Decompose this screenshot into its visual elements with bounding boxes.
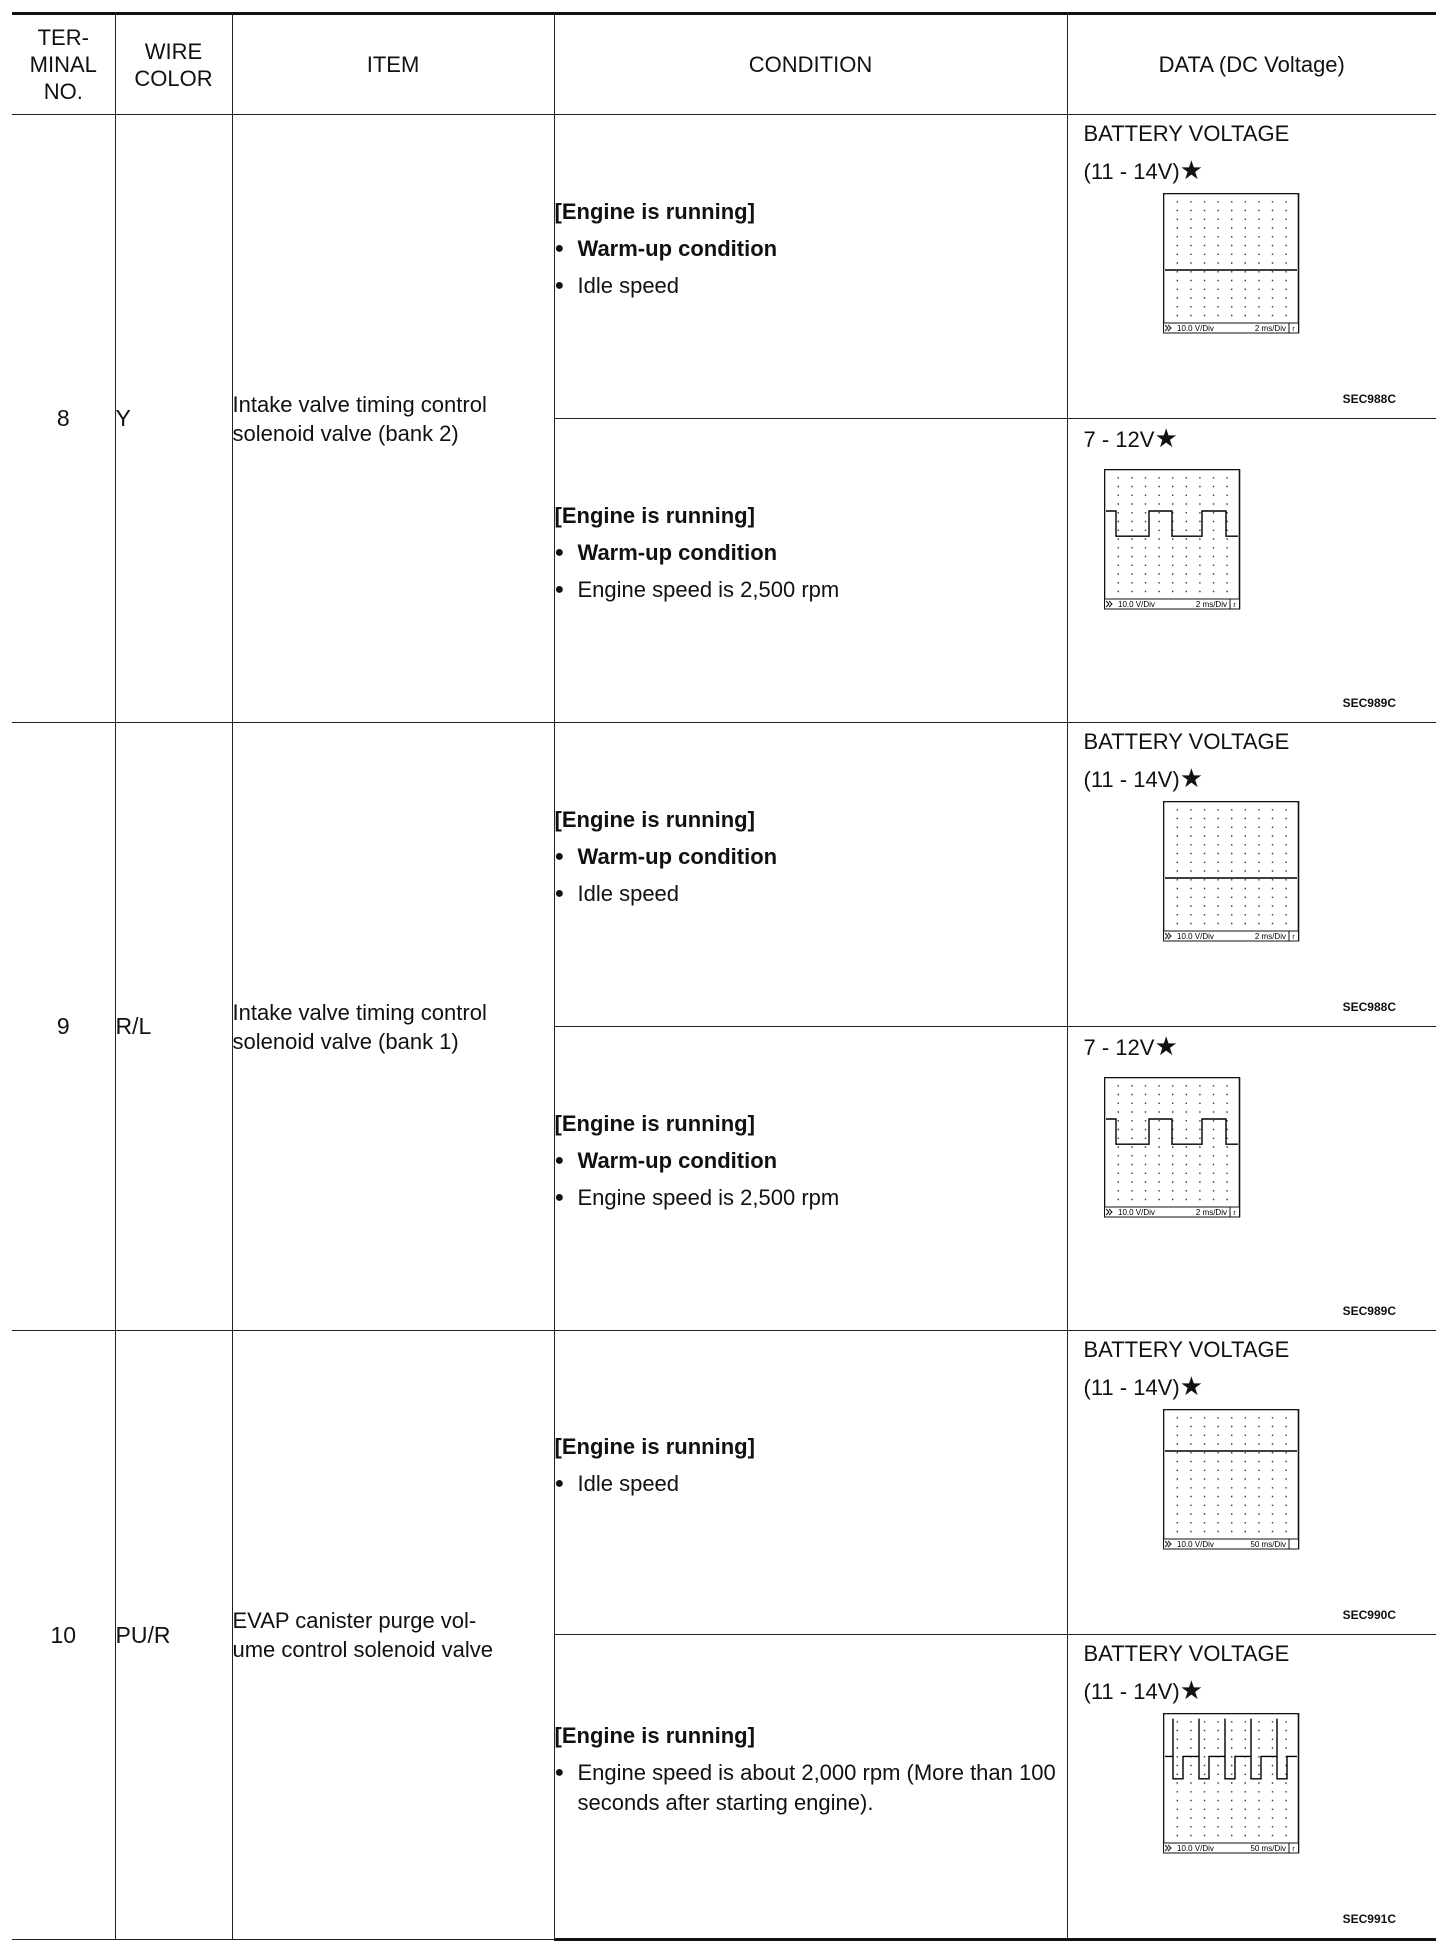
item-description — [232, 723, 554, 1331]
oscilloscope — [1163, 801, 1300, 955]
scope-time-label: 50 ms/Div — [1249, 1540, 1286, 1549]
data-voltage-text: 7 - 12V — [1083, 1035, 1155, 1060]
condition-bullet: ● Engine speed is 2,500 rpm — [555, 575, 1067, 605]
table-row — [12, 1331, 1436, 1635]
condition-heading: [Engine is running] — [554, 503, 755, 528]
figure-code: SEC991C — [1342, 1912, 1396, 1926]
header-condition: CONDITION — [554, 14, 1067, 115]
oscilloscope — [1104, 1077, 1241, 1231]
condition-bullet: ● Engine speed is about 2,000 rpm (More than 100 seconds after starting engine). — [555, 1758, 1067, 1818]
data-cell — [1067, 723, 1436, 1027]
oscilloscope — [1163, 1409, 1300, 1563]
condition-bullet: ● Engine speed is 2,500 rpm — [555, 1183, 1067, 1213]
data-voltage-text: (11 - 14V) — [1083, 1375, 1180, 1400]
scope-mark-label: r — [1232, 1210, 1236, 1217]
terminal-number: 9 — [12, 723, 115, 1331]
terminal-number: 8 — [12, 115, 115, 723]
header-terminal-line: TER- — [37, 25, 89, 50]
header-terminal-no — [12, 14, 115, 115]
data-voltage-text: BATTERY VOLTAGE — [1083, 1337, 1290, 1362]
data-voltage-text: 7 - 12V — [1083, 427, 1155, 452]
scope-volts-label: 10.0 V/Div — [1176, 1844, 1214, 1853]
scope-volts-label: 10.0 V/Div — [1176, 932, 1214, 941]
figure-code: SEC988C — [1342, 1000, 1396, 1014]
scope-mark-box — [1289, 1539, 1299, 1549]
scope-time-label: 2 ms/Div — [1195, 600, 1227, 609]
scope-time-label: 2 ms/Div — [1254, 932, 1286, 941]
condition-body — [555, 501, 1067, 605]
star-icon: ★ — [1179, 763, 1203, 793]
condition-body — [555, 1109, 1067, 1213]
data-voltage-range — [1084, 1371, 1204, 1403]
condition-cell — [554, 115, 1067, 419]
condition-bullet: ● Warm-up condition — [555, 234, 1067, 264]
header-data: DATA (DC Voltage) — [1067, 14, 1436, 115]
data-voltage-label — [1084, 1031, 1178, 1063]
condition-body — [555, 197, 1067, 301]
star-icon: ★ — [1154, 423, 1178, 453]
condition-heading: [Engine is running] — [554, 1722, 755, 1748]
data-cell — [1067, 419, 1436, 723]
data-voltage-text: (11 - 14V) — [1083, 767, 1180, 792]
condition-body — [555, 1721, 1067, 1818]
scope-mark-label: r — [1291, 934, 1295, 941]
oscilloscope-waveform — [1163, 1713, 1300, 1867]
data-cell — [1067, 1635, 1436, 1940]
data-voltage-text: BATTERY VOLTAGE — [1083, 1641, 1290, 1666]
condition-bullet: ● Warm-up condition — [555, 842, 1067, 872]
header-terminal-line: MINAL — [29, 52, 97, 77]
data-voltage-label — [1084, 1639, 1290, 1669]
oscilloscope — [1163, 1713, 1300, 1867]
data-voltage-text: BATTERY VOLTAGE — [1083, 729, 1290, 754]
scope-time-label: 2 ms/Div — [1195, 1208, 1227, 1217]
oscilloscope-waveform — [1104, 1077, 1241, 1231]
terminal-number: 10 — [12, 1331, 115, 1940]
table-row — [12, 115, 1436, 419]
condition-heading: [Engine is running] — [554, 199, 755, 224]
item-line: EVAP canister purge vol- — [232, 1608, 477, 1633]
scope-time-label: 50 ms/Div — [1249, 1844, 1286, 1853]
data-voltage-range — [1084, 1675, 1204, 1707]
header-wire-color — [115, 14, 232, 115]
data-voltage-text: BATTERY VOLTAGE — [1083, 121, 1290, 146]
table-body — [12, 115, 1436, 1940]
header-item: ITEM — [232, 14, 554, 115]
oscilloscope — [1104, 469, 1241, 623]
data-voltage-label — [1084, 423, 1178, 455]
header-terminal-line: NO. — [43, 79, 83, 104]
header-row — [12, 14, 1436, 115]
scope-time-label: 2 ms/Div — [1254, 324, 1286, 333]
data-cell — [1067, 115, 1436, 419]
data-voltage-text: (11 - 14V) — [1083, 159, 1180, 184]
data-voltage-text: (11 - 14V) — [1083, 1679, 1180, 1704]
condition-body — [555, 805, 1067, 909]
data-voltage-range — [1084, 155, 1204, 187]
wire-color: PU/R — [115, 1331, 232, 1940]
condition-bullet: ● Warm-up condition — [555, 538, 1067, 568]
item-line: solenoid valve (bank 2) — [232, 420, 459, 446]
item-description — [232, 1331, 554, 1940]
condition-bullet: ● Idle speed — [555, 879, 1067, 909]
oscilloscope-waveform — [1104, 469, 1241, 623]
figure-code: SEC989C — [1342, 696, 1396, 710]
star-icon: ★ — [1179, 1371, 1203, 1401]
header-wire-line: WIRE — [144, 38, 203, 64]
item-line: Intake valve timing control — [232, 999, 487, 1025]
condition-cell — [554, 1635, 1067, 1940]
data-voltage-label — [1084, 727, 1290, 757]
data-voltage-label — [1084, 1335, 1290, 1365]
item-line: solenoid valve (bank 1) — [232, 1028, 459, 1054]
scope-volts-label: 10.0 V/Div — [1117, 600, 1155, 609]
condition-heading: [Engine is running] — [554, 1433, 755, 1459]
star-icon: ★ — [1154, 1031, 1178, 1061]
figure-code: SEC990C — [1342, 1608, 1396, 1622]
item-description — [232, 115, 554, 723]
star-icon: ★ — [1179, 1675, 1203, 1705]
scope-volts-label: 10.0 V/Div — [1117, 1208, 1155, 1217]
condition-cell — [554, 723, 1067, 1027]
condition-bullet: ● Warm-up condition — [555, 1146, 1067, 1176]
oscilloscope-waveform — [1163, 1409, 1300, 1563]
item-line: ume control solenoid valve — [232, 1637, 493, 1662]
oscilloscope — [1163, 193, 1300, 347]
data-voltage-range — [1084, 763, 1204, 795]
condition-bullet: ● Idle speed — [555, 1469, 1067, 1499]
scope-volts-label: 10.0 V/Div — [1176, 324, 1214, 333]
oscilloscope-waveform — [1163, 193, 1300, 347]
scope-mark-label: r — [1291, 326, 1295, 333]
terminal-data-table — [12, 12, 1436, 1941]
item-line: Intake valve timing control — [232, 391, 487, 417]
star-icon: ★ — [1179, 155, 1203, 185]
condition-cell — [554, 419, 1067, 723]
oscilloscope-waveform — [1163, 801, 1300, 955]
data-voltage-label — [1084, 119, 1290, 149]
header-wire-line: COLOR — [134, 65, 213, 91]
condition-heading: [Engine is running] — [554, 1111, 755, 1136]
condition-heading: [Engine is running] — [554, 807, 755, 832]
table-row — [12, 723, 1436, 1027]
scope-volts-label: 10.0 V/Div — [1176, 1540, 1214, 1549]
figure-code: SEC988C — [1342, 392, 1396, 406]
scope-mark-label: r — [1232, 602, 1236, 609]
condition-body — [555, 1432, 1067, 1499]
figure-code: SEC989C — [1342, 1304, 1396, 1318]
condition-cell — [554, 1027, 1067, 1331]
data-cell — [1067, 1331, 1436, 1635]
scope-mark-label: r — [1291, 1846, 1295, 1853]
wire-color: R/L — [115, 723, 232, 1331]
data-cell — [1067, 1027, 1436, 1331]
condition-bullet: ● Idle speed — [555, 271, 1067, 301]
condition-cell — [554, 1331, 1067, 1635]
wire-color: Y — [115, 115, 232, 723]
